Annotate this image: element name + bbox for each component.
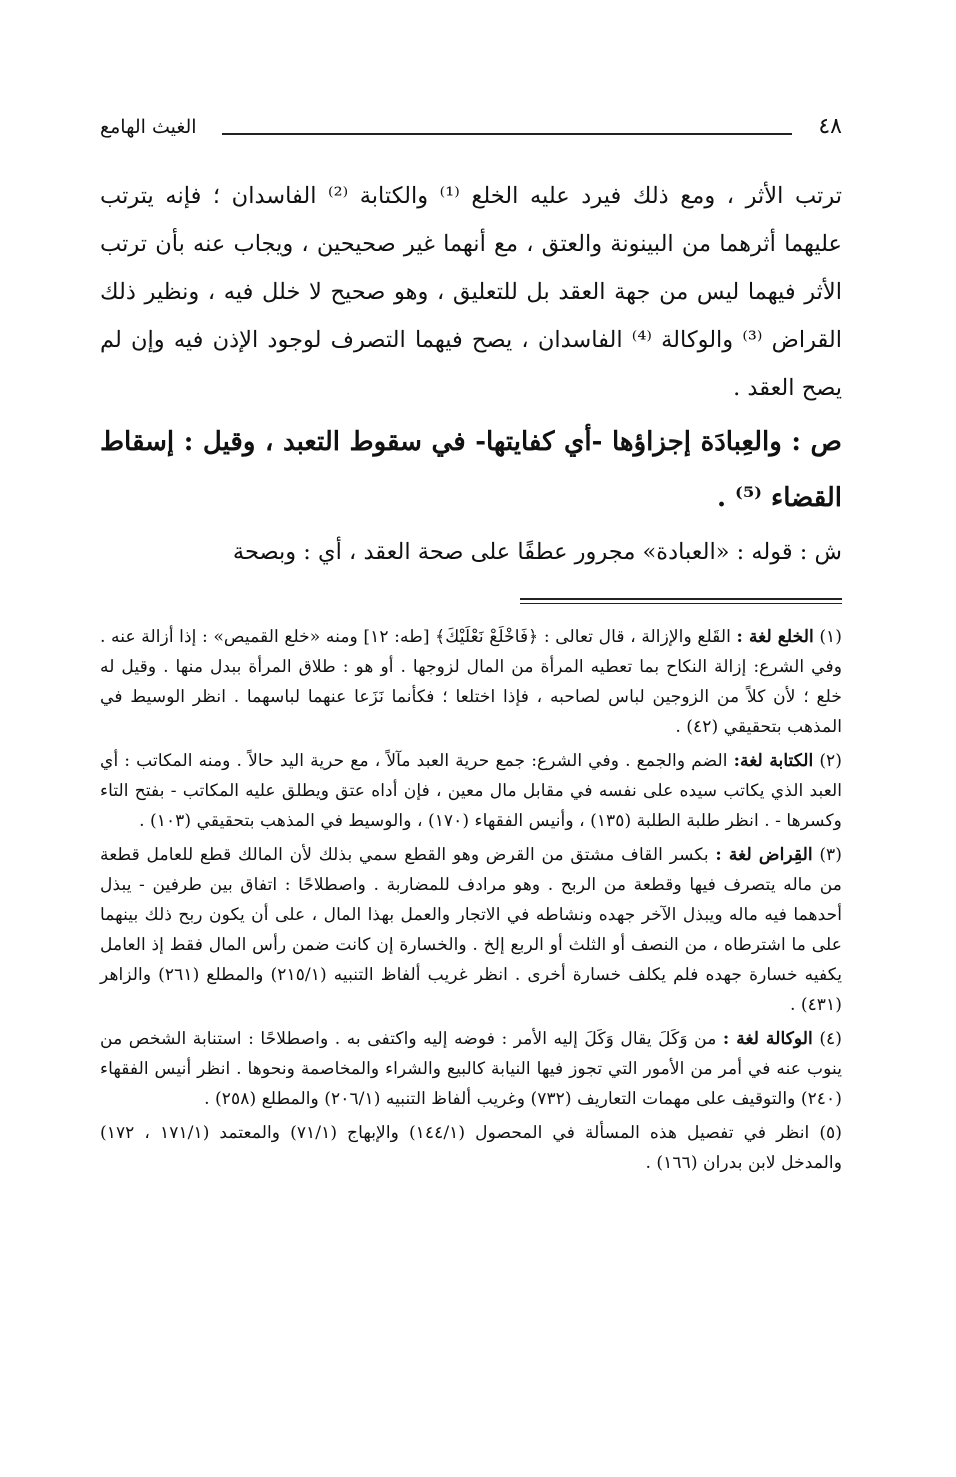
footnote-number: (٢) — [819, 751, 842, 771]
footnote-term: القِراض لغة : — [715, 845, 813, 865]
footnote-5 — [100, 1118, 842, 1178]
footnotes — [100, 622, 842, 1182]
footnote-text: بكسر القاف مشتق من القرض وهو القطع سمي بذلك لأن المالك قطع للعامل قطعة من ماله يتصرف فيها وقطعة من الربح . وهو مرادف للمضاربة . واصطلاحًا : اتفاق بين طرفين - يبذل أحدهما فيه ماله ويبذل الآخر جهده ونشاطه في الاتجار والعمل بهذا المال ، على أن يكون ربح ذلك بينهما على ما اشترطاه ، من النصف أو الثلث أو الربع إلخ . والخسارة إن كانت ضمن رأس المال فقط إذ العامل يكفيه خسارة جهده فلم يكلف خسارة أخرى . انظر غريب ألفاظ التنبيه (٢١٥/١) والمطلع (٢٦١) والزاهر (٤٣١) . — [100, 845, 842, 1015]
footnote-text: من وَكَلَ يقال وَكَلَ إليه الأمر : فوضه إليه واكتفى به . واصطلاحًا : استنابة الشخص من ينوب عنه في أمر من الأمور التي تجوز فيها النيابة كالبيع والشراء والمخاصمة ونحوها . انظر أنيس الفقهاء (٢٤٠) والتوقيف على مهمات التعاريف (٧٣٢) وغريب ألفاظ التنبيه (٢٠٦/١) والمطلع (٢٥٨) . — [100, 1029, 842, 1109]
matn-block — [100, 414, 842, 526]
running-header — [100, 112, 842, 148]
page-number: ٤٨ — [818, 114, 842, 139]
footnote-text: انظر في تفصيل هذه المسألة في المحصول (١٤٤/١) والإبهاج (٧١/١) والمعتمد (١٧١/١ ، ١٧٢) والمدخل لابن بدران (١٦٦) . — [100, 1123, 842, 1173]
main-paragraph — [100, 172, 842, 412]
footnote-number: (١) — [819, 627, 842, 647]
sharh-text: ش : قوله : «العبادة» مجرور عطفًا على صحة العقد ، أي : وبصحة — [232, 539, 842, 565]
footnote-number: (٥) — [819, 1123, 842, 1143]
footnote-term: الخلع لغة : — [736, 627, 814, 647]
book-title: الغيث الهامع — [100, 116, 197, 138]
footnote-2 — [100, 746, 842, 836]
header-rule — [222, 133, 792, 135]
footnote-1 — [100, 622, 842, 742]
footnote-number: (٤) — [819, 1029, 842, 1049]
footnote-term: الكتابة لغة: — [733, 751, 814, 771]
footnote-term: الوكالة لغة : — [722, 1029, 813, 1049]
footnote-3 — [100, 840, 842, 1020]
footnote-4 — [100, 1024, 842, 1114]
sharh-block — [100, 530, 842, 574]
footnote-separator — [520, 598, 842, 606]
main-paragraph-text: ترتب الأثر ، ومع ذلك فيرد عليه الخلع ⁽¹⁾ والكتابة ⁽²⁾ الفاسدان ؛ فإنه يترتب عليهما أثرهما من البينونة والعتق ، مع أنهما غير صحيحين ، ويجاب عنه بأن ترتب الأثر فيهما ليس من جهة العقد بل للتعليق ، وهو صحيح لا خلل فيه ، ونظير ذلك القراض ⁽³⁾ والوكالة ⁽⁴⁾ الفاسدان ، يصح فيهما التصرف لوجود الإذن فيه وإن لم يصح العقد . — [100, 183, 842, 401]
footnote-text: القَلع والإزالة ، قال تعالى : ﴿فَاخْلَعْ نَعْلَيْكَ﴾ [طه: ١٢] ومنه «خلع القميص» : إذا أزالة عنه . وفي الشرع: إزالة النكاح بما تعطيه المرأة من المال لزوجها . أو هو : طلاق المرأة ببدل منها . وقيل له خلع ؛ لأن كلاً من الزوجين لباس لصاحبه ، فإذا اختلعا ؛ فكأنما نَزَعا عنهما لباسهما . انظر الوسيط في المذهب بتحقيقي (٤٢) . — [100, 627, 842, 737]
footnote-text: الضم والجمع . وفي الشرع: جمع حرية العبد مآلاً ، مع حرية اليد حالاً . ومنه المكاتب : أي العبد الذي يكاتب سيده على نفسه في مقابل مال معين ، فإن أداه عتق ويطلق عليه المكاتب - بفتح التاء وكسرها - . انظر طلبة الطلبة (١٣٥) ، وأنيس الفقهاء (١٧٠) ، والوسيط في المذهب بتحقيقي (١٠٣) . — [100, 751, 842, 831]
matn-text: ص : والعِبادَة إجزاؤها -أي كفايتها- في سقوط التعبد ، وقيل : إسقاط القضاء ⁽⁵⁾ . — [100, 427, 842, 513]
footnote-number: (٣) — [819, 845, 842, 865]
